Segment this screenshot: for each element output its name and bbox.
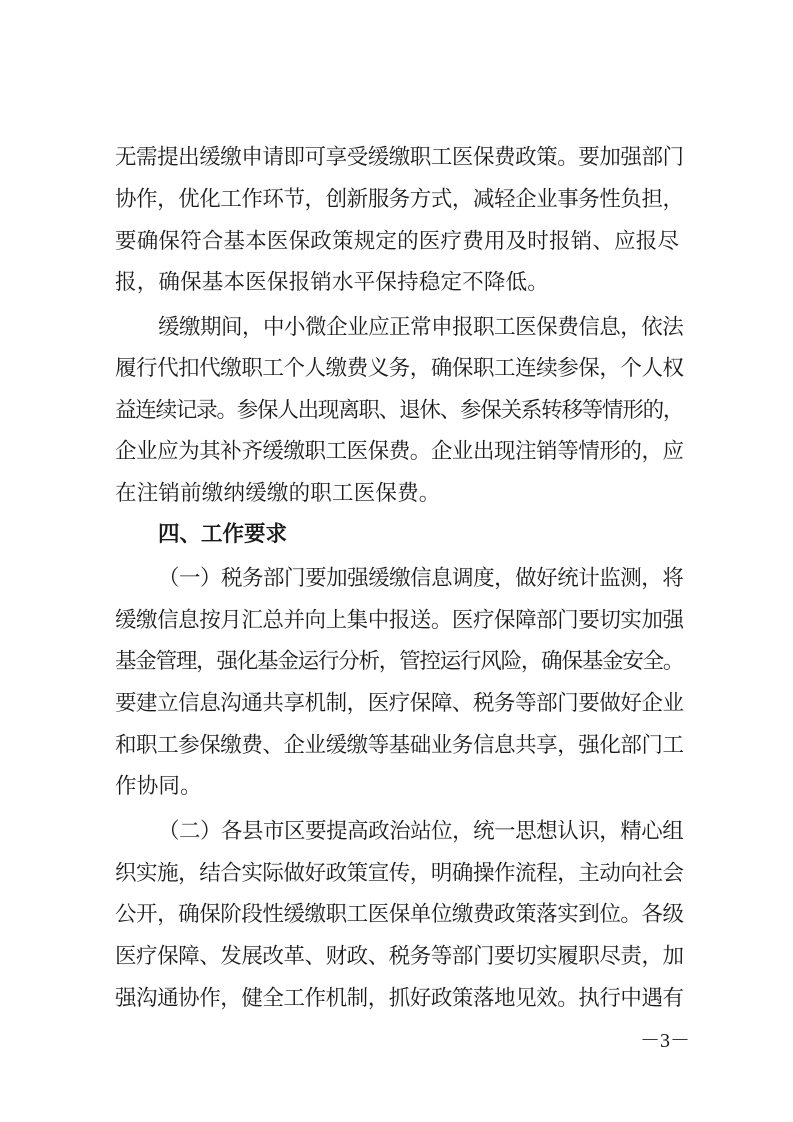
paragraph-4-line-4: 医疗保障、发展改革、财政、税务等部门要切实履职尽责，加 [115, 944, 684, 969]
paragraph-4-line-2: 织实施，结合实际做好政策宣传，明确操作流程，主动向社会 [115, 861, 684, 886]
page-number: －3－ [640, 1030, 690, 1052]
paragraph-4-line-3: 公开，确保阶段性缓缴职工医保单位缴费政策落实到位。各级 [115, 902, 684, 927]
paragraph-2-line-3: 益连续记录。参保人出现离职、退休、参保关系转移等情形的， [115, 398, 684, 423]
paragraph-1-line-3: 要确保符合基本医保政策规定的医疗费用及时报销、应报尽 [115, 229, 680, 254]
paragraph-3-line-6: 作协同。 [115, 774, 202, 799]
paragraph-2-line-1: 缓缴期间，中小微企业应正常申报职工医保费信息，依法 [158, 315, 684, 340]
paragraph-3-line-3: 基金管理，强化基金运行分析，管控运行风险，确保基金安全。 [115, 649, 684, 674]
paragraph-4-line-5: 强沟通协作，健全工作机制，抓好政策落地见效。执行中遇有 [115, 986, 684, 1011]
section-heading: 四、工作要求 [158, 522, 288, 547]
paragraph-1-line-4: 报，确保基本医保报销水平保持稳定不降低。 [115, 270, 550, 295]
paragraph-3-line-1: （一）税务部门要加强缓缴信息调度，做好统计监测，将 [158, 566, 684, 591]
paragraph-1-line-1: 无需提出缓缴申请即可享受缓缴职工医保费政策。要加强部门 [115, 145, 684, 170]
paragraph-2-line-4: 企业应为其补齐缓缴职工医保费。企业出现注销等情形的，应 [115, 439, 684, 464]
paragraph-2-line-2: 履行代扣代缴职工个人缴费义务，确保职工连续参保，个人权 [115, 356, 684, 381]
paragraph-1-line-2: 协作，优化工作环节，创新服务方式，减轻企业事务性负担， [115, 187, 684, 212]
paragraph-2-line-5: 在注销前缴纳缓缴的职工医保费。 [115, 481, 441, 506]
paragraph-3-line-5: 和职工参保缴费、企业缓缴等基础业务信息共享，强化部门工 [115, 733, 684, 758]
paragraph-3-line-4: 要建立信息沟通共享机制，医疗保障、税务等部门要做好企业 [115, 691, 684, 716]
paragraph-3-line-2: 缓缴信息按月汇总并向上集中报送。医疗保障部门要切实加强 [115, 608, 684, 633]
paragraph-4-line-1: （二）各县市区要提高政治站位，统一思想认识，精心组 [158, 819, 684, 844]
